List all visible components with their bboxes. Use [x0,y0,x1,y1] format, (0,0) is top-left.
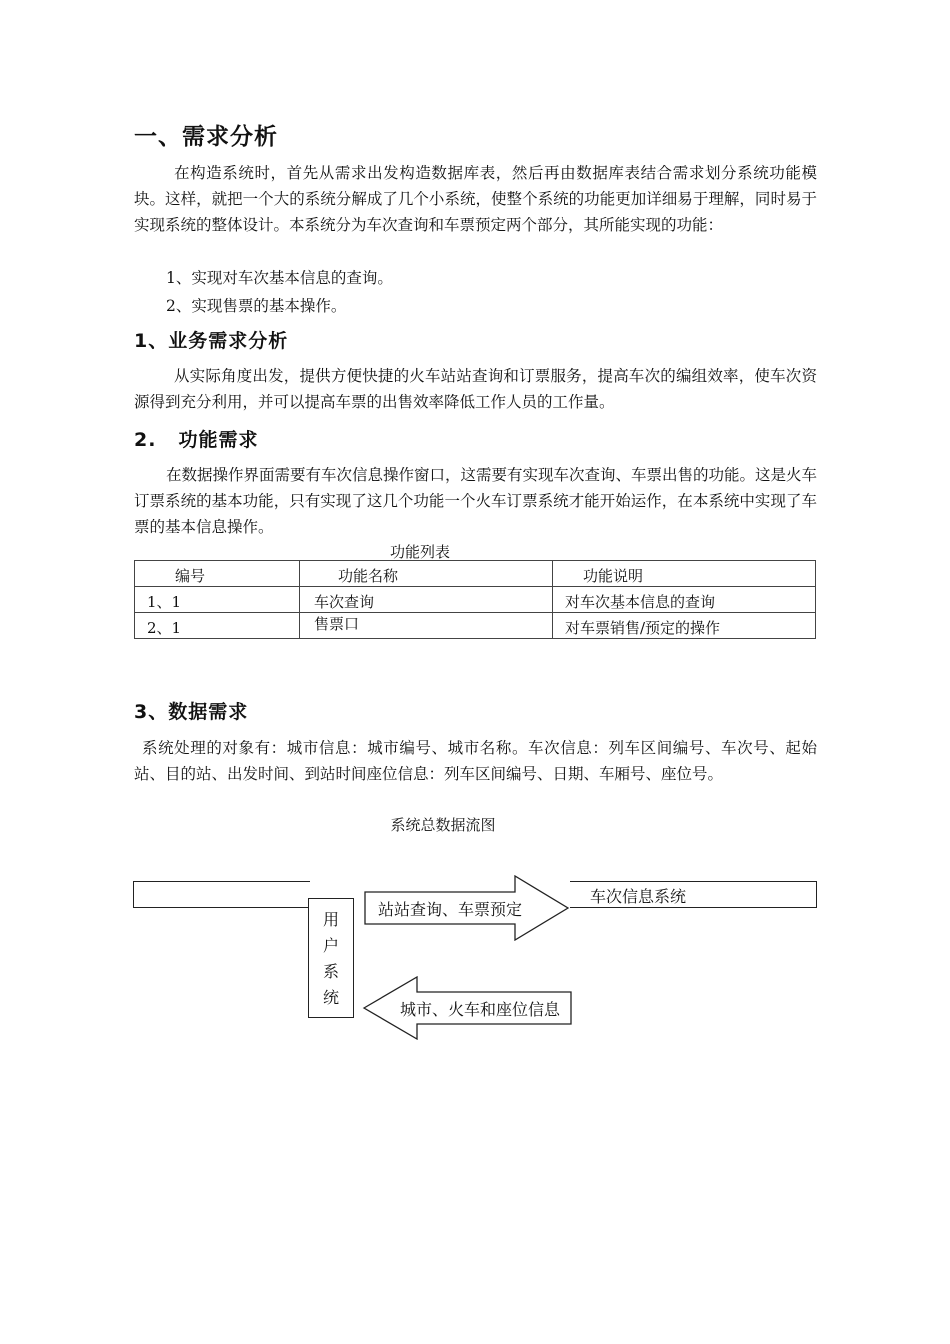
table-cell: 车次查询 [300,587,553,613]
table-cell: 售票口 [300,613,553,639]
user-system-box [308,898,354,1018]
right-arrow-label: 站站查询、车票预定 [378,900,523,919]
data-requirements-heading: 3、数据需求 [134,701,249,723]
list-item: 1、实现对车次基本信息的查询。 [166,269,393,287]
user-system-char: 用 [322,910,339,929]
heading-number: 2. [134,429,157,451]
intro-paragraph: 在构造系统时，首先从需求出发构造数据库表，然后再由数据库表结合需求划分系统功能模块。这样，就把一个大的系统分解成了几个小系统，使整个系统的功能更加详细易于理解，同时易于实现系统的整体设计。本系统分为车次查询和车票预定两个部分，其所能实现的功能： [134,164,817,234]
heading-text: 功能需求 [178,429,259,451]
table-cell: 对车票销售/预定的操作 [553,613,816,639]
function-requirements-paragraph: 在数据操作界面需要有车次信息操作窗口，这需要有实现车次查询、车票出售的功能。这是火车订票系统的基本功能，只有实现了这几个功能一个火车订票系统才能开始运作，在本系统中实现了车票的基本信息操作。 [134,466,818,536]
user-system-char: 户 [322,936,339,955]
list-item: 2、实现售票的基本操作。 [166,297,347,315]
section-title: 一、需求分析 [134,124,278,150]
header-cell: 功能说明 [553,561,816,587]
train-info-system-label: 车次信息系统 [590,887,687,906]
table-cell: 1、1 [135,587,300,613]
diagram-caption: 系统总数据流图 [390,816,496,834]
data-requirements-paragraph: 系统处理的对象有：城市信息：城市编号、城市名称。车次信息：列车区间编号、车次号、起始站、目的站、出发时间、到站时间座位信息：列车区间编号、日期、车厢号、座位号。 [134,739,817,783]
table-caption: 功能列表 [389,543,450,561]
user-system-char: 统 [322,988,339,1007]
train-info-system-box [570,881,817,908]
header-cell: 功能名称 [300,561,553,587]
business-requirements-paragraph: 从实际角度出发，提供方便快捷的火车站站查询和订票服务，提高车次的编组效率，使车次资源得到充分利用，并可以提高车票的出售效率降低工作人员的工作量。 [134,367,817,411]
left-arrow-label: 城市、火车和座位信息 [400,1000,561,1019]
user-system-char: 系 [322,962,339,981]
table-cell: 对车次基本信息的查询 [553,587,816,613]
business-requirements-heading: 1、业务需求分析 [134,330,289,352]
table-cell: 2、1 [135,613,300,639]
external-entity-bar [133,881,310,908]
header-cell: 编号 [135,561,300,587]
